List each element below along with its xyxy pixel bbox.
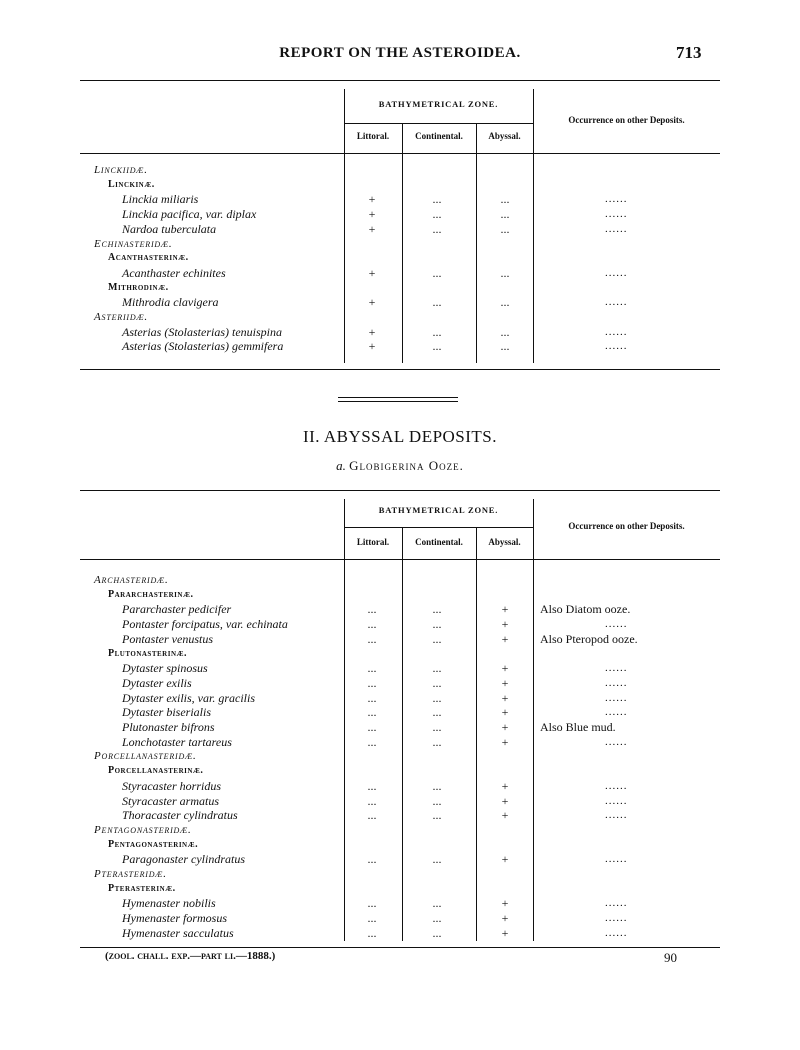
subsection-title	[0, 458, 800, 474]
subsection-label: Globigerina Ooze.	[349, 458, 464, 473]
continental-cell: ...	[432, 675, 442, 690]
abyssal-cell: +	[501, 602, 509, 617]
table-row	[80, 676, 720, 690]
abyssal-cell: ...	[500, 324, 510, 339]
occurrence-cell: ......	[605, 706, 628, 719]
taxon-name: Acanthasterinæ.	[108, 252, 189, 264]
abyssal-cell: +	[501, 631, 509, 646]
taxon-name: Pterasterinæ.	[108, 882, 176, 894]
continental-cell: ...	[432, 734, 442, 749]
table-row	[80, 808, 720, 822]
occurrence-cell: ......	[605, 222, 628, 235]
abyssal-cell: ...	[500, 295, 510, 310]
occurrence-cell: ......	[605, 735, 628, 748]
table-row	[80, 295, 720, 309]
abyssal-cell: +	[501, 911, 509, 926]
occurrence-cell: ......	[605, 208, 628, 221]
abyssal-cell: ...	[500, 221, 510, 236]
abyssal-cell: +	[501, 675, 509, 690]
header-rule	[80, 559, 720, 560]
subfamily-row	[80, 838, 720, 852]
continental-header: Continental.	[415, 131, 463, 141]
occurrence-cell: ......	[605, 691, 628, 704]
continental-cell: ...	[432, 192, 442, 207]
abyssal-cell: +	[501, 896, 509, 911]
littoral-header: Littoral.	[356, 131, 390, 141]
table-row	[80, 720, 720, 734]
taxon-name: Asterias (Stolasterias) gemmifera	[122, 339, 284, 354]
abyssal-cell: ...	[500, 192, 510, 207]
abyssal-cell: +	[501, 852, 509, 867]
table-row	[80, 705, 720, 719]
taxon-name: Pararchasterinæ.	[108, 588, 194, 600]
continental-cell: ...	[432, 617, 442, 632]
table-row	[80, 735, 720, 749]
table-row	[80, 325, 720, 339]
abyssal-cell: ...	[500, 339, 510, 354]
table-row	[80, 207, 720, 221]
separator-rule	[338, 397, 458, 398]
littoral-cell: ...	[367, 925, 377, 940]
continental-cell: ...	[432, 339, 442, 354]
taxon-name: Linckia pacifica, var. diplax	[122, 207, 257, 222]
littoral-header: Littoral.	[356, 537, 390, 547]
littoral-cell: ...	[367, 734, 377, 749]
table-row	[80, 632, 720, 646]
continental-cell: ...	[432, 793, 442, 808]
family-row	[80, 237, 720, 251]
taxon-name: Mithrodinæ.	[108, 281, 169, 293]
littoral-cell: +	[368, 295, 376, 310]
occurrence-cell: ......	[605, 897, 628, 910]
littoral-cell: ...	[367, 852, 377, 867]
table-row	[80, 339, 720, 353]
littoral-cell: ...	[367, 690, 377, 705]
table-row	[80, 661, 720, 675]
abyssal-cell: +	[501, 720, 509, 734]
occurrence-cell: Also Pteropod ooze.	[540, 631, 638, 646]
littoral-cell: ...	[367, 808, 377, 823]
family-row	[80, 823, 720, 837]
taxon-name: Dytaster exilis, var. gracilis	[122, 690, 255, 705]
abyssal-cell: +	[501, 925, 509, 940]
occurrence-cell: ......	[605, 662, 628, 675]
taxon-name: Dytaster spinosus	[122, 661, 208, 676]
continental-cell: ...	[432, 265, 442, 280]
taxon-name: Porcellanasterinæ.	[108, 765, 204, 777]
footer-imprint: (zool. chall. exp.—part li.—1888.)	[105, 950, 276, 962]
taxon-name: Asterias (Stolasterias) tenuispina	[122, 324, 282, 339]
separator-rule	[338, 401, 458, 402]
zone-underline	[344, 123, 533, 124]
table-row	[80, 779, 720, 793]
page-number: 713	[676, 43, 702, 62]
family-row	[80, 310, 720, 324]
occurrence-cell: ......	[605, 809, 628, 822]
taxon-name: Pentagonasterinæ.	[108, 838, 199, 850]
littoral-cell: ...	[367, 793, 377, 808]
taxon-name: Pontaster venustus	[122, 631, 213, 646]
table-row	[80, 691, 720, 705]
table-row	[80, 896, 720, 910]
header-rule	[80, 153, 720, 154]
table-row	[80, 852, 720, 866]
taxon-name: Pontaster forcipatus, var. echinata	[122, 617, 288, 632]
continental-cell: ...	[432, 221, 442, 236]
table-row	[80, 911, 720, 925]
abyssal-cell: ...	[500, 265, 510, 280]
occurrence-cell: ......	[605, 779, 628, 792]
occurrence-cell: ......	[605, 193, 628, 206]
occurrence-cell: Also Diatom ooze.	[540, 602, 631, 617]
continental-cell: ...	[432, 925, 442, 940]
littoral-cell: +	[368, 324, 376, 339]
occurrence-cell: ......	[605, 926, 628, 939]
taxon-name: Linckinæ.	[108, 178, 155, 190]
table-row	[80, 266, 720, 280]
occurrence-cell: ......	[605, 912, 628, 925]
taxon-name: Acanthaster echinites	[122, 265, 226, 280]
taxon-name: Linckiidæ.	[94, 164, 148, 176]
taxon-name: Thoracaster cylindratus	[122, 808, 238, 823]
taxon-name: Hymenaster nobilis	[122, 896, 216, 911]
continental-cell: ...	[432, 896, 442, 911]
occurrence-cell: ......	[605, 794, 628, 807]
abyssal-cell: +	[501, 705, 509, 720]
subfamily-row	[80, 647, 720, 661]
family-row	[80, 163, 720, 177]
section-title: II. ABYSSAL DEPOSITS.	[302, 427, 498, 446]
continental-cell: ...	[432, 207, 442, 222]
littoral-cell: ...	[367, 617, 377, 632]
family-row	[80, 749, 720, 763]
littoral-cell: ...	[367, 896, 377, 911]
abyssal-cell: +	[501, 734, 509, 749]
taxon-name: Asteriidæ.	[94, 311, 148, 323]
continental-cell: ...	[432, 661, 442, 676]
occurrence-header: Occurrence on other Deposits.	[568, 521, 685, 531]
zone-header: BATHYMETRICAL ZONE.	[378, 505, 499, 515]
littoral-cell: ...	[367, 705, 377, 720]
table-row	[80, 617, 720, 631]
subfamily-row	[80, 178, 720, 192]
taxon-name: Dytaster biserialis	[122, 705, 211, 720]
zone-underline	[344, 527, 533, 528]
occurrence-cell: ......	[605, 296, 628, 309]
littoral-cell: +	[368, 265, 376, 280]
subfamily-row	[80, 588, 720, 602]
occurrence-cell: ......	[605, 618, 628, 631]
footer-signature: 90	[664, 950, 677, 965]
continental-cell: ...	[432, 295, 442, 310]
family-row	[80, 573, 720, 587]
continental-cell: ...	[432, 690, 442, 705]
continental-cell: ...	[432, 631, 442, 646]
littoral-cell: +	[368, 339, 376, 354]
taxon-name: Echinasteridæ.	[94, 237, 173, 250]
continental-cell: ...	[432, 705, 442, 720]
continental-cell: ...	[432, 602, 442, 617]
taxon-name: Pterasteridæ.	[94, 868, 167, 880]
table-row	[80, 222, 720, 236]
abyssal-cell: ...	[500, 207, 510, 222]
taxon-name: Plutonaster bifrons	[122, 720, 215, 734]
subfamily-row	[80, 764, 720, 778]
taxon-name: Styracaster armatus	[122, 793, 219, 808]
globigerina-table	[80, 490, 720, 948]
family-row	[80, 867, 720, 881]
occurrence-cell: ......	[605, 266, 628, 279]
taxon-name: Linckia miliaris	[122, 192, 199, 207]
abyssal-cell: +	[501, 661, 509, 676]
littoral-cell: ...	[367, 778, 377, 793]
littoral-cell: ...	[367, 720, 377, 734]
littoral-cell: ...	[367, 911, 377, 926]
littoral-cell: +	[368, 192, 376, 207]
subfamily-row	[80, 251, 720, 265]
taxon-name: Styracaster horridus	[122, 778, 221, 793]
subfamily-row	[80, 281, 720, 295]
subfamily-row	[80, 882, 720, 896]
continental-cell: ...	[432, 778, 442, 793]
running-header-title: REPORT ON THE ASTEROIDEA.	[279, 45, 521, 61]
abyssal-cell: +	[501, 808, 509, 823]
continental-header: Continental.	[415, 537, 463, 547]
littoral-cell: +	[368, 207, 376, 222]
taxon-name: Dytaster exilis	[122, 675, 192, 690]
abyssal-header: Abyssal.	[488, 537, 521, 547]
occurrence-cell: ......	[605, 340, 628, 353]
continental-cell: ...	[432, 808, 442, 823]
zone-header: BATHYMETRICAL ZONE.	[378, 99, 499, 109]
table-row	[80, 794, 720, 808]
occurrence-cell: Also Blue mud.	[540, 720, 616, 734]
abyssal-cell: +	[501, 617, 509, 632]
taxon-name: Pararchaster pedicifer	[122, 602, 232, 617]
taxon-name: Porcellanasteridæ.	[94, 750, 197, 763]
occurrence-cell: ......	[605, 676, 628, 689]
taxon-name: Nardoa tuberculata	[122, 221, 217, 236]
abyssal-cell: +	[501, 690, 509, 705]
table-row	[80, 192, 720, 206]
occurrence-cell: ......	[605, 325, 628, 338]
occurrence-cell: ......	[605, 853, 628, 866]
subsection-prefix: a.	[336, 458, 346, 473]
abyssal-cell: +	[501, 778, 509, 793]
occurrence-header: Occurrence on other Deposits.	[568, 115, 685, 125]
table-row	[80, 926, 720, 940]
continental-cell: ...	[432, 911, 442, 926]
taxon-name: Plutonasterinæ.	[108, 647, 187, 659]
continental-cell: ...	[432, 324, 442, 339]
abyssal-cell: +	[501, 793, 509, 808]
taxon-name: Lonchotaster tartareus	[122, 734, 232, 749]
taxon-name: Archasteridæ.	[94, 574, 169, 586]
continental-cell: ...	[432, 720, 442, 734]
table-row	[80, 602, 720, 616]
continental-cell: ...	[432, 852, 442, 867]
abyssal-header: Abyssal.	[488, 131, 521, 141]
taxon-name: Mithrodia clavigera	[122, 295, 219, 310]
taxon-name: Pentagonasteridæ.	[94, 823, 192, 836]
littoral-cell: ...	[367, 675, 377, 690]
littoral-cell: ...	[367, 661, 377, 676]
littoral-cell: ...	[367, 631, 377, 646]
taxon-name: Hymenaster formosus	[122, 911, 227, 926]
littoral-table	[80, 80, 720, 370]
taxon-name: Paragonaster cylindratus	[122, 852, 245, 867]
littoral-cell: ...	[367, 602, 377, 617]
taxon-name: Hymenaster sacculatus	[122, 925, 234, 940]
littoral-cell: +	[368, 221, 376, 236]
